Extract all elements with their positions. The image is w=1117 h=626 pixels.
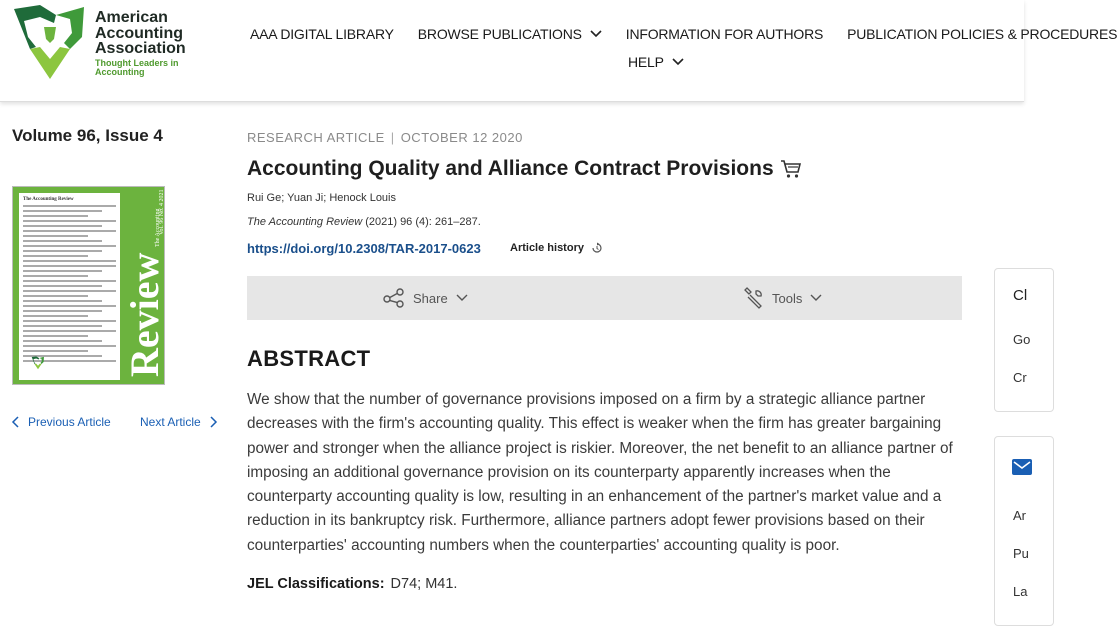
- right-panel-link[interactable]: Go: [1013, 332, 1031, 347]
- abstract-heading: ABSTRACT: [247, 346, 371, 371]
- share-icon: [383, 288, 405, 308]
- nav-help[interactable]: [628, 54, 684, 70]
- cover-journal-word: Review: [122, 252, 167, 377]
- site-header: [0, 0, 1117, 102]
- issue-volume-heading[interactable]: Volume 96, Issue 4: [12, 126, 163, 145]
- chevron-down-icon: [590, 30, 602, 38]
- cover-page-title: The Accounting Review: [23, 197, 74, 202]
- right-panel-link[interactable]: Cr: [1013, 370, 1027, 385]
- article-authors[interactable]: Rui Ge; Yuan Ji; Henock Louis: [247, 192, 396, 204]
- logo-tagline: Thought Leaders in: [95, 57, 179, 68]
- article-type: RESEARCH ARTICLE: [247, 130, 385, 145]
- nav-browse-publications[interactable]: [418, 26, 602, 42]
- article-date: OCTOBER 12 2020: [400, 130, 523, 145]
- wrench-icon: [742, 287, 764, 309]
- nav-label: BROWSE PUBLICATIONS: [417, 26, 582, 42]
- cover-spine-text: [119, 187, 166, 386]
- right-panel-link[interactable]: La: [1013, 584, 1028, 599]
- aaa-logo-icon: [10, 3, 90, 83]
- cover-contents-page: [19, 193, 120, 380]
- next-article-link[interactable]: [140, 415, 217, 429]
- logo-name-line: Association: [95, 40, 186, 57]
- email-icon[interactable]: [1011, 457, 1027, 477]
- citation-details: (2021) 96 (4): 261–287.: [362, 216, 481, 228]
- next-article-label: Next Article: [140, 415, 201, 429]
- shopping-cart-icon[interactable]: [780, 159, 802, 179]
- abstract-text: We show that the number of governance provisions imposed on a firm by a strategic alliance partner decreases with the firm's accounting quality. This effect is weaker when the firm has greater bargaining power and stronger when the alliance project is riskier. Moreover, the net benefit to an alliance partner of imposing an additional governance provision on its counterparty apparently increases when the counterparty accounting quality is low, resulting in an enhancement of the partner's market value and a reduction in its bankruptcy risk. Furthermore, alliance partners adopt fewer provisions based on their counterparties' accounting numbers when the counterparties' accounting quality is poor.: [247, 391, 953, 554]
- jel-classifications: [247, 576, 457, 592]
- doi-link[interactable]: https://doi.org/10.2308/TAR-2017-0623: [247, 241, 481, 256]
- main-nav: [250, 22, 1117, 74]
- nav-row-1: [250, 22, 1117, 46]
- previous-article-label: Previous Article: [28, 415, 111, 429]
- jel-values: D74; M41.: [390, 576, 458, 592]
- share-button[interactable]: [383, 276, 468, 320]
- logo-text: [95, 10, 186, 78]
- article-meta-line: [247, 130, 523, 145]
- article-citation: [247, 216, 481, 228]
- nav-label: INFORMATION FOR AUTHORS: [625, 26, 824, 42]
- chevron-down-icon: [672, 58, 684, 66]
- logo-name-line: Accounting: [95, 24, 183, 42]
- chevron-right-icon: [209, 416, 217, 428]
- aaa-logo[interactable]: [10, 3, 210, 81]
- chevron-down-icon: [456, 294, 468, 302]
- nav-label: PUBLICATION POLICIES & PROCEDURES: [847, 26, 1117, 42]
- jel-label: JEL Classifications:: [247, 576, 385, 592]
- cover-aaa-logo-icon: [31, 355, 45, 371]
- previous-article-link[interactable]: [12, 415, 111, 429]
- right-panel-link[interactable]: Pu: [1013, 546, 1029, 561]
- nav-digital-library[interactable]: [250, 26, 394, 42]
- journal-name: The Accounting Review: [247, 216, 363, 228]
- journal-cover-image[interactable]: [12, 186, 165, 385]
- right-panel-alerts: [994, 436, 1054, 626]
- nav-row-2: [628, 50, 1040, 74]
- cover-volume-text: Vol. 96 No. 4 2021: [159, 189, 165, 235]
- article-title: [247, 157, 802, 181]
- right-panel-link[interactable]: Ar: [1013, 508, 1026, 523]
- tools-label: Tools: [772, 290, 803, 306]
- share-label: Share: [413, 290, 448, 306]
- chevron-down-icon: [810, 294, 822, 302]
- logo-name-line: American: [95, 9, 168, 26]
- history-icon: [591, 242, 603, 254]
- nav-label: HELP: [628, 54, 664, 70]
- article-toolbar: [247, 276, 962, 320]
- right-panel-citation: [994, 268, 1054, 412]
- cover-journal-small: The Accounting: [155, 208, 161, 247]
- chevron-left-icon: [12, 416, 20, 428]
- nav-publication-policies[interactable]: [847, 26, 1117, 42]
- logo-tagline: Accounting: [95, 67, 145, 77]
- meta-separator: |: [390, 130, 395, 145]
- article-history-label: Article history: [510, 242, 584, 254]
- nav-label: AAA DIGITAL LIBRARY: [250, 26, 394, 42]
- tools-button[interactable]: [742, 276, 822, 320]
- article-history-toggle[interactable]: [510, 242, 603, 254]
- nav-information-for-authors[interactable]: [626, 26, 823, 42]
- article-title-text: Accounting Quality and Alliance Contract Provisions: [247, 157, 774, 180]
- right-panel-title[interactable]: Cl: [1013, 287, 1028, 304]
